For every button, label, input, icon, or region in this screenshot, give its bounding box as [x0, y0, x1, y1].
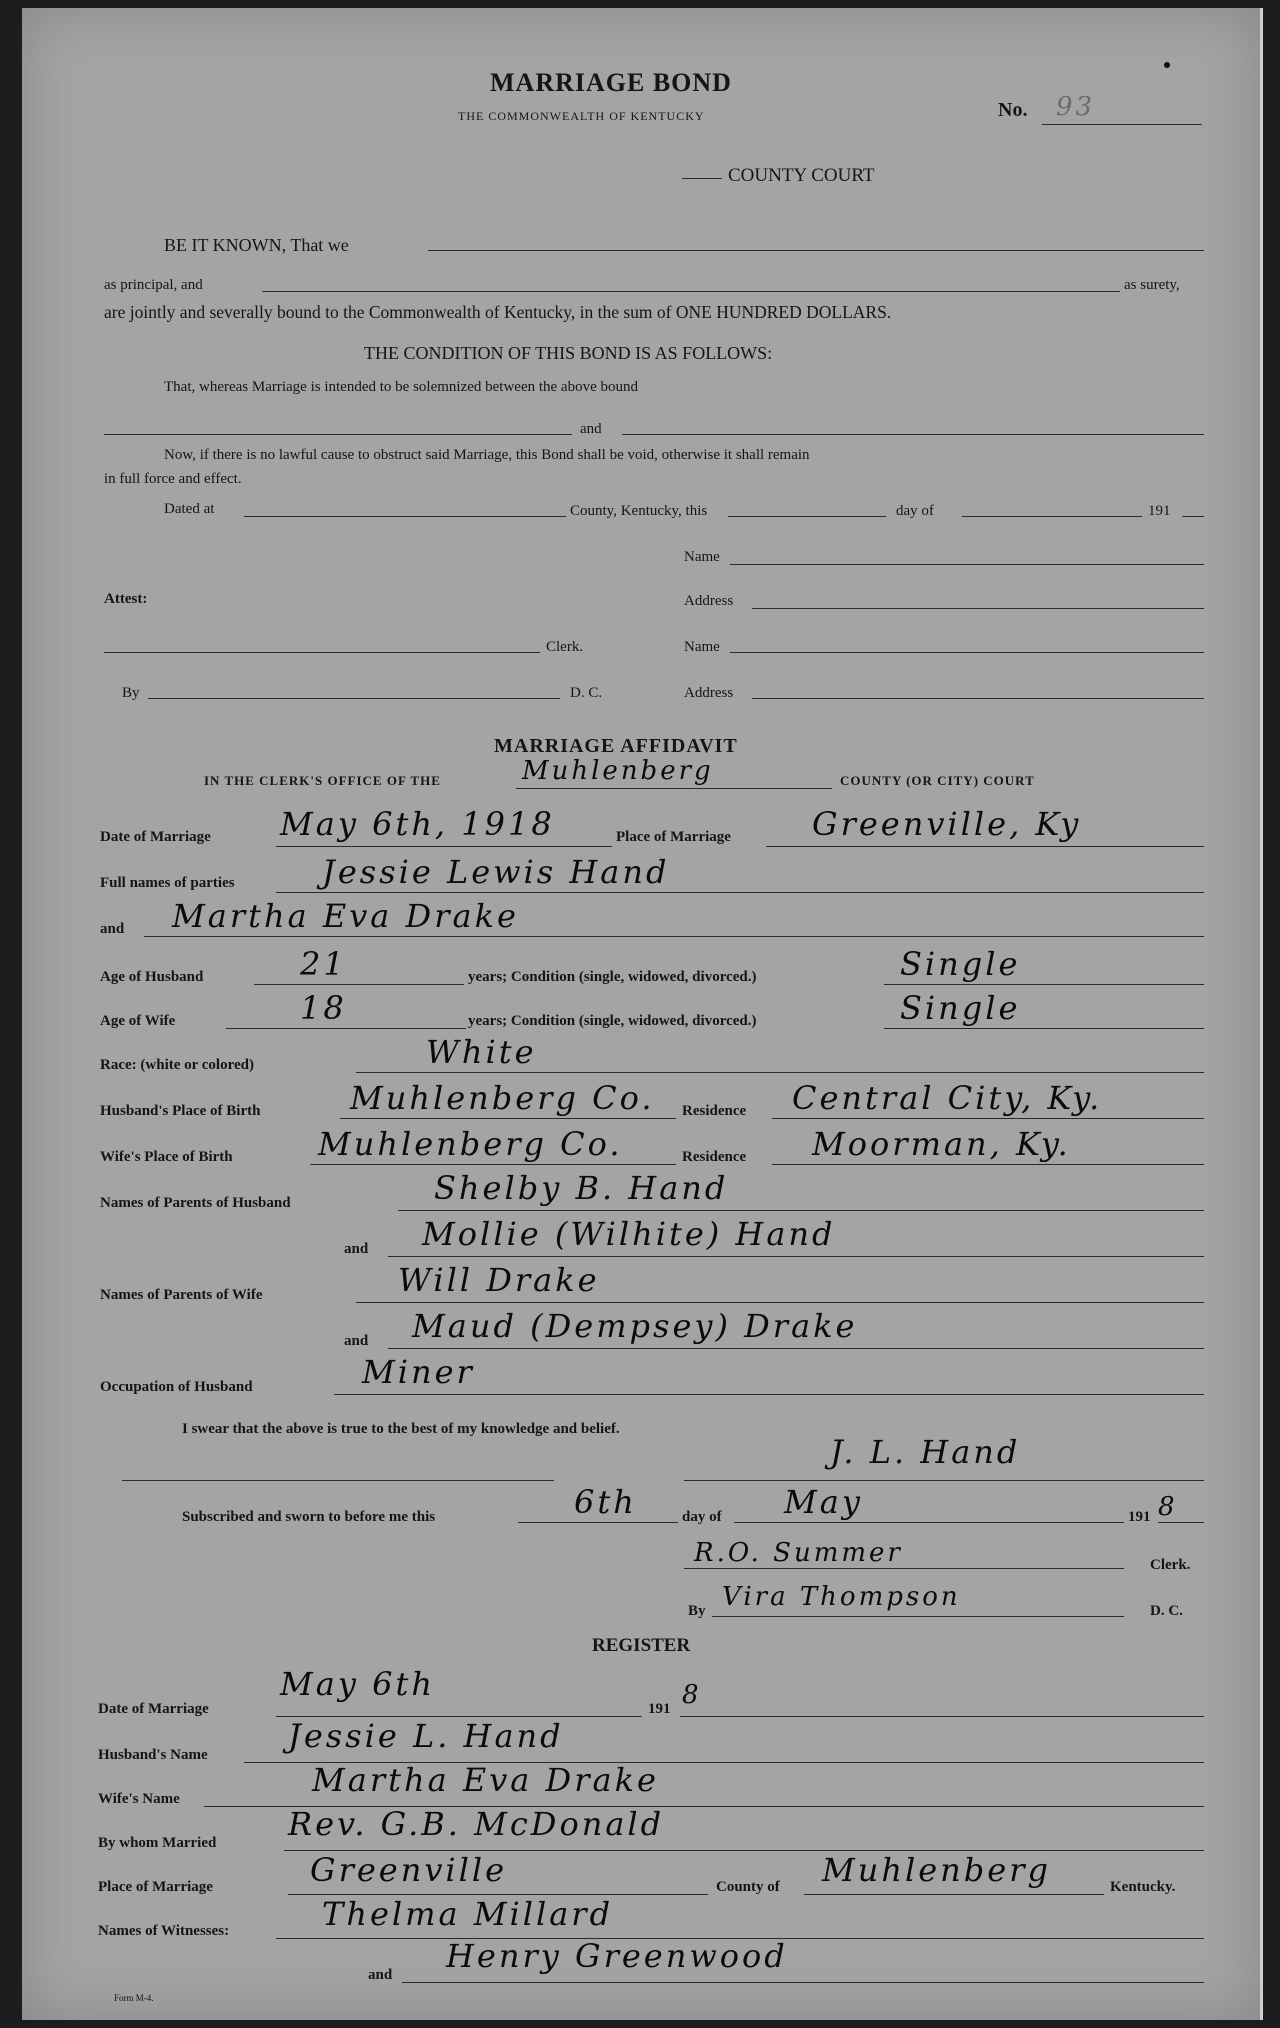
surety-name-label-1: Name [684, 549, 720, 565]
swear-text: I swear that the above is true to the best of my knowledge and belief. [182, 1421, 620, 1437]
marriage-bond-document [22, 8, 1263, 2020]
bond-year-prefix: 191 [1148, 503, 1171, 519]
affidavit-dc-label: D. C. [1150, 1603, 1183, 1619]
parents-of-wife-label: Names of Parents of Wife [100, 1287, 263, 1303]
parents-of-husband-label: Names of Parents of Husband [100, 1195, 291, 1211]
wife-name-label: Wife's Name [98, 1791, 180, 1807]
wife-residence: Moorman, Ky. [812, 1125, 1071, 1163]
county-city-court-text: COUNTY (OR CITY) COURT [840, 773, 1035, 788]
clerk-label: Clerk. [546, 639, 584, 655]
surety-address-label-1: Address [684, 593, 734, 609]
wife-condition-label: years; Condition (single, widowed, divorced.) [468, 1013, 757, 1029]
sworn-day-of-label: day of [682, 1509, 722, 1525]
register-year-prefix: 191 [648, 1701, 671, 1717]
wife-father: Will Drake [398, 1261, 600, 1299]
register-husband-name: Jessie L. Hand [288, 1717, 564, 1755]
bond-title: MARRIAGE BOND [490, 68, 732, 97]
wife-mother: Maud (Dempsey) Drake [412, 1307, 858, 1345]
affidavit-clerk-label: Clerk. [1150, 1557, 1191, 1573]
now-text-line2: in full force and effect. [104, 471, 242, 487]
clerk-signature: R.O. Summer [694, 1538, 903, 1568]
form-number: Form M-4. [114, 1993, 154, 2003]
occupation: Miner [362, 1353, 475, 1391]
register-place: Greenville [310, 1851, 508, 1889]
husband-name-label: Husband's Name [98, 1747, 208, 1763]
witness-1: Thelma Millard [322, 1895, 614, 1933]
place-of-marriage-label: Place of Marriage [616, 829, 731, 845]
sworn-year-suffix: 8 [1158, 1492, 1178, 1522]
as-principal-label: as principal, and [104, 277, 203, 293]
register-year-suffix: 8 [682, 1680, 702, 1710]
wife-birthplace: Muhlenberg Co. [318, 1125, 623, 1163]
age-of-husband: 21 [300, 945, 347, 983]
wife-full-name: Martha Eva Drake [172, 897, 519, 935]
now-text-line1: Now, if there is no lawful cause to obstruct said Marriage, this Bond shall be void, otherwise it shall remain [164, 447, 810, 463]
register-place-label: Place of Marriage [98, 1879, 213, 1895]
husband-residence-label: Residence [682, 1103, 747, 1119]
bond-number: 93 [1056, 92, 1096, 122]
affidavit-by-label: By [688, 1603, 706, 1619]
husband-parents-and-label: and [344, 1241, 369, 1257]
race-label: Race: (white or colored) [100, 1057, 254, 1073]
whereas-text: That, whereas Marriage is intended to be solemnized between the above bound [164, 379, 639, 395]
husband-birthplace: Muhlenberg Co. [350, 1079, 655, 1117]
jointly-bound-text: are jointly and severally bound to the Commonwealth of Kentucky, in the sum of ONE HUNDRED DOLLARS. [104, 302, 892, 322]
affidavit-and-label: and [100, 921, 125, 937]
bond-subtitle: THE COMMONWEALTH OF KENTUCKY [458, 109, 705, 123]
witnesses-label: Names of Witnesses: [98, 1923, 230, 1939]
sworn-month: May [784, 1483, 863, 1521]
husband-father: Shelby B. Hand [434, 1169, 729, 1207]
register-county: Muhlenberg [822, 1851, 1051, 1889]
race: White [426, 1033, 537, 1071]
surety-name-label-2: Name [684, 639, 720, 655]
deputy-clerk-signature: Vira Thompson [722, 1582, 961, 1612]
wife-birthplace-label: Wife's Place of Birth [100, 1149, 233, 1165]
husband-mother: Mollie (Wilhite) Hand [422, 1215, 836, 1253]
age-of-wife-label: Age of Wife [100, 1013, 176, 1029]
register-wife-name: Martha Eva Drake [312, 1761, 659, 1799]
age-of-husband-label: Age of Husband [100, 969, 204, 985]
husband-residence: Central City, Ky. [792, 1079, 1103, 1117]
full-names-label: Full names of parties [100, 875, 235, 891]
wife-residence-label: Residence [682, 1149, 747, 1165]
affidavit-county: Muhlenberg [522, 756, 714, 786]
occupation-label: Occupation of Husband [100, 1379, 253, 1395]
bond-by-label: By [122, 685, 140, 701]
husband-condition: Single [900, 945, 1021, 983]
bond-and-label: and [580, 421, 602, 437]
bond-number-label: No. [998, 99, 1028, 121]
dated-at-label: Dated at [164, 501, 215, 517]
register-date: May 6th [280, 1665, 435, 1703]
by-whom-married-label: By whom Married [98, 1835, 217, 1851]
husband-condition-label: years; Condition (single, widowed, divorced.) [468, 969, 757, 985]
attest-label: Attest: [104, 591, 148, 607]
officiant-name: Rev. G.B. McDonald [288, 1805, 665, 1843]
wife-parents-and-label: and [344, 1333, 369, 1349]
subscribed-text: Subscribed and sworn to before me this [182, 1509, 436, 1525]
husband-full-name: Jessie Lewis Hand [322, 853, 670, 891]
as-surety-label: as surety, [1124, 277, 1180, 293]
affidavit-title: MARRIAGE AFFIDAVIT [494, 735, 738, 757]
register-title: REGISTER [592, 1635, 691, 1656]
bond-dc-label: D. C. [570, 685, 603, 701]
sworn-day: 6th [574, 1483, 637, 1521]
sworn-year-prefix: 191 [1128, 1509, 1151, 1525]
witness-2: Henry Greenwood [446, 1937, 788, 1975]
affidavit-date-of-marriage: May 6th, 1918 [280, 805, 555, 843]
condition-heading: THE CONDITION OF THIS BOND IS AS FOLLOWS: [364, 343, 773, 363]
affiant-signature: J. L. Hand [830, 1433, 1021, 1471]
affidavit-place-of-marriage: Greenville, Ky [812, 805, 1082, 843]
date-of-marriage-label: Date of Marriage [100, 829, 211, 845]
age-of-wife: 18 [300, 989, 347, 1027]
wife-condition: Single [900, 989, 1021, 1027]
county-court-label: COUNTY COURT [728, 165, 875, 186]
register-date-label: Date of Marriage [98, 1701, 209, 1717]
county-ky-this-label: County, Kentucky, this [570, 503, 708, 519]
kentucky-label: Kentucky. [1110, 1879, 1176, 1895]
bond-day-of-label: day of [896, 503, 934, 519]
county-of-label: County of [716, 1879, 780, 1895]
surety-address-label-2: Address [684, 685, 734, 701]
be-it-known-text: BE IT KNOWN, That we [164, 235, 349, 255]
witness-and-label: and [368, 1967, 393, 1983]
clerk-office-text: IN THE CLERK'S OFFICE OF THE [204, 773, 441, 788]
husband-birthplace-label: Husband's Place of Birth [100, 1103, 261, 1119]
